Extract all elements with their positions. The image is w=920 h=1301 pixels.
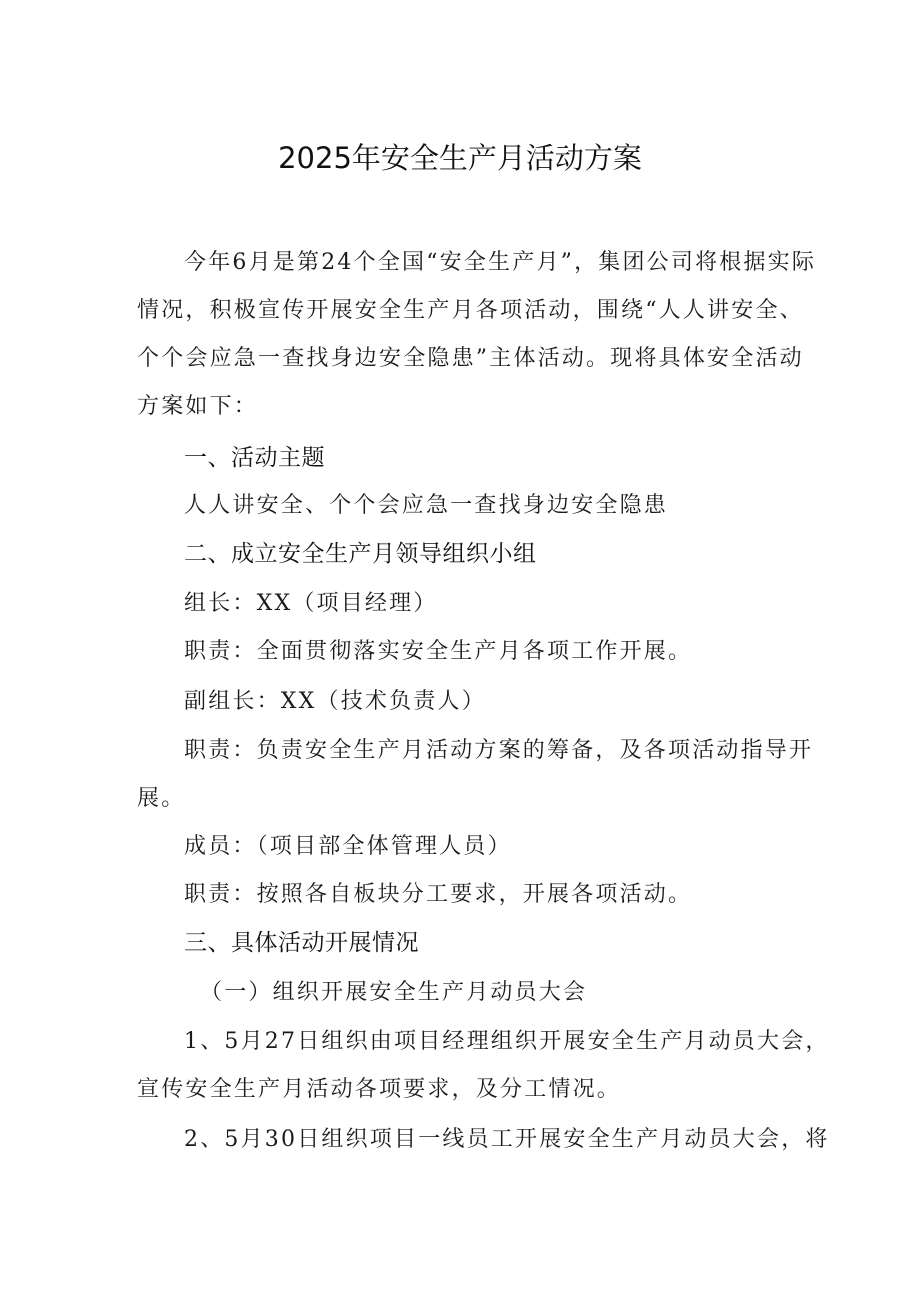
intro-line-1: 今年6月是第24个全国“安全生产月”，集团公司将根据实际 xyxy=(184,250,817,275)
deputy-duty-line-2: 展。 xyxy=(137,786,186,811)
members-duty-line: 职责：按照各自板块分工要求，开展各项活动。 xyxy=(184,882,693,907)
item-2-line-1: 2、5月30日组织项目一线员工开展安全生产月动员大会，将 xyxy=(184,1127,830,1152)
item-1-line-1: 1、5月27日组织由项目经理组织开展安全生产月动员大会， xyxy=(184,1029,830,1054)
intro-line-3: 个个会应急一查找身边安全隐患”主体活动。现将具体安全活动 xyxy=(137,346,804,371)
deputy-duty-line-1: 职责：负责安全生产月活动方案的筹备，及各项活动指导开 xyxy=(184,738,814,763)
section-1-text: 人人讲安全、个个会应急一查找身边安全隐患 xyxy=(184,493,669,518)
section-1-heading: 一、活动主题 xyxy=(184,445,325,471)
section-2-heading: 二、成立安全生产月领导组织小组 xyxy=(184,541,537,567)
section-3-sub-1: （一）组织开展安全生产月动员大会 xyxy=(200,980,588,1005)
leader-line: 组长：XX（项目经理） xyxy=(184,591,438,616)
members-line: 成员：（项目部全体管理人员） xyxy=(184,834,512,859)
intro-line-4: 方案如下： xyxy=(137,394,259,419)
section-3-heading: 三、具体活动开展情况 xyxy=(184,930,419,956)
intro-line-2: 情况，积极宣传开展安全生产月各项活动，围绕“人人讲安全、 xyxy=(137,298,804,323)
leader-duty-line: 职责：全面贯彻落实安全生产月各项工作开展。 xyxy=(184,639,693,664)
item-1-line-2: 宣传安全生产月活动各项要求，及分工情况。 xyxy=(137,1077,622,1102)
deputy-line: 副组长：XX（技术负责人） xyxy=(184,689,486,714)
document-title: 2025年安全生产月活动方案 xyxy=(278,141,642,175)
